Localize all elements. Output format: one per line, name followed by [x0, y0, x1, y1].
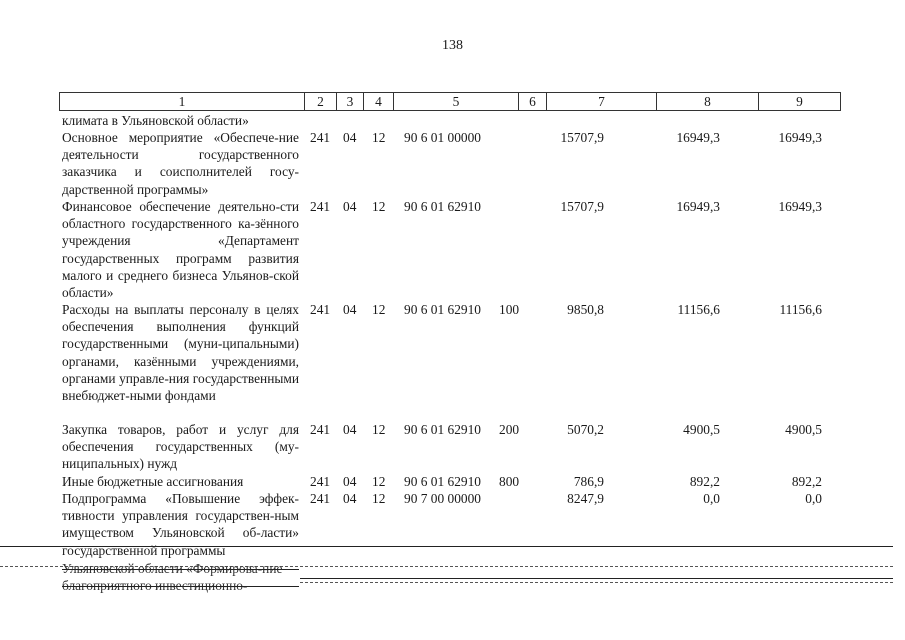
row-cell-c9: 11156,6: [779, 302, 822, 317]
row-cell-c8: 16949,3: [676, 199, 720, 214]
row-cell-c5: 90 6 01 62910: [404, 302, 481, 317]
row-cell-c9: 16949,3: [778, 199, 822, 214]
row-cell-c4: 12: [372, 474, 386, 489]
row-description: Подпрограмма «Повышение эффек-тивности управления государствен-ным имуществом Ульяновской об-ласти» государственной программы: [62, 491, 299, 558]
row-cell-c3: 04: [343, 302, 357, 317]
row-cell-c4: 12: [372, 491, 386, 506]
row-cell-c6: 100: [499, 302, 520, 317]
row-cell-c4: 12: [372, 302, 386, 317]
row-cell-c8: 4900,5: [683, 422, 720, 437]
row-cell-c3: 04: [343, 491, 357, 506]
table-row: [0, 473, 905, 490]
row-cell-c6: 200: [499, 422, 520, 437]
row-cell-c8: 11156,6: [677, 302, 720, 317]
table-row: [0, 112, 905, 129]
row-cell-c3: 04: [343, 199, 357, 214]
row-cell-c2: 241: [310, 302, 331, 317]
row-description: Расходы на выплаты персоналу в целях обеспечения выполнения функций государственными (муни-ципальными) органами, казёнными учреждениями, органами управле-ния государственными внебюджет-ными фондами: [62, 302, 299, 404]
row-cell-c7: 9850,8: [567, 302, 604, 317]
row-cell-c3: 04: [343, 422, 357, 437]
row-cell-c7: 8247,9: [567, 491, 604, 506]
col-header-2: 2: [305, 93, 337, 110]
row-description: Иные бюджетные ассигнования: [62, 474, 244, 489]
row-cell-c3: 04: [343, 474, 357, 489]
row-cell-c8: 892,2: [689, 474, 720, 489]
col-header-5: 5: [394, 93, 519, 110]
strike-line: [62, 586, 299, 587]
row-cell-c7: 15707,9: [560, 199, 604, 214]
row-cell-c9: 16949,3: [778, 130, 822, 145]
row-cell-c2: 241: [310, 491, 331, 506]
row-cell-c5: 90 6 01 00000: [404, 130, 481, 145]
row-cell-c5: 90 6 01 62910: [404, 422, 481, 437]
table-row: [0, 301, 905, 421]
table-row: [0, 490, 905, 559]
table-row: [0, 129, 905, 198]
row-cell-c8: 16949,3: [676, 130, 720, 145]
strike-line: [62, 569, 299, 570]
cut-text: Ульяновской области «Формирова-ние благоприятного инвестиционно-: [62, 561, 283, 594]
row-cell-c8: 0,0: [703, 491, 720, 506]
col-header-7: 7: [547, 93, 657, 110]
cut-line: [0, 546, 893, 547]
row-cell-c7: 5070,2: [567, 422, 604, 437]
row-cell-c2: 241: [310, 422, 331, 437]
table-header: [59, 92, 841, 111]
row-cell-c7: 786,9: [573, 474, 604, 489]
row-description: Финансовое обеспечение деятельно-сти областного государственного ка-зённого учреждения «Департамент государственных программ развития малого и среднего бизнеса Ульянов-ской области»: [62, 199, 299, 301]
row-cell-c7: 15707,9: [560, 130, 604, 145]
row-cell-c2: 241: [310, 130, 331, 145]
table-body: [0, 112, 905, 559]
col-header-3: 3: [337, 93, 364, 110]
row-cell-c3: 04: [343, 130, 357, 145]
row-cell-c5: 90 6 01 62910: [404, 199, 481, 214]
row-cell-c6: 800: [499, 474, 520, 489]
row-description: Основное мероприятие «Обеспече-ние деятельности государственного заказчика и соисполнителей госу-дарственной программы»: [62, 130, 299, 197]
cut-dash-line: [300, 582, 893, 583]
row-cell-c9: 892,2: [791, 474, 822, 489]
row-cell-c2: 241: [310, 199, 331, 214]
row-cell-c4: 12: [372, 422, 386, 437]
row-description: Закупка товаров, работ и услуг для обеспечения государственных (му-ниципальных) нужд: [62, 422, 299, 472]
col-header-8: 8: [657, 93, 759, 110]
row-cell-c4: 12: [372, 130, 386, 145]
row-cell-c5: 90 7 00 00000: [404, 491, 481, 506]
row-cell-c9: 4900,5: [785, 422, 822, 437]
cut-line: [300, 578, 893, 579]
row-cell-c4: 12: [372, 199, 386, 214]
col-header-4: 4: [364, 93, 394, 110]
row-cell-c2: 241: [310, 474, 331, 489]
row-description: климата в Ульяновской области»: [62, 113, 249, 128]
table-row: [0, 198, 905, 301]
col-header-9: 9: [796, 94, 803, 109]
page-number: 138: [442, 38, 463, 53]
row-cell-c5: 90 6 01 62910: [404, 474, 481, 489]
row-cell-c9: 0,0: [805, 491, 822, 506]
table-row: [0, 421, 905, 473]
col-header-6: 6: [519, 93, 547, 110]
col-header-1: 1: [60, 93, 305, 110]
